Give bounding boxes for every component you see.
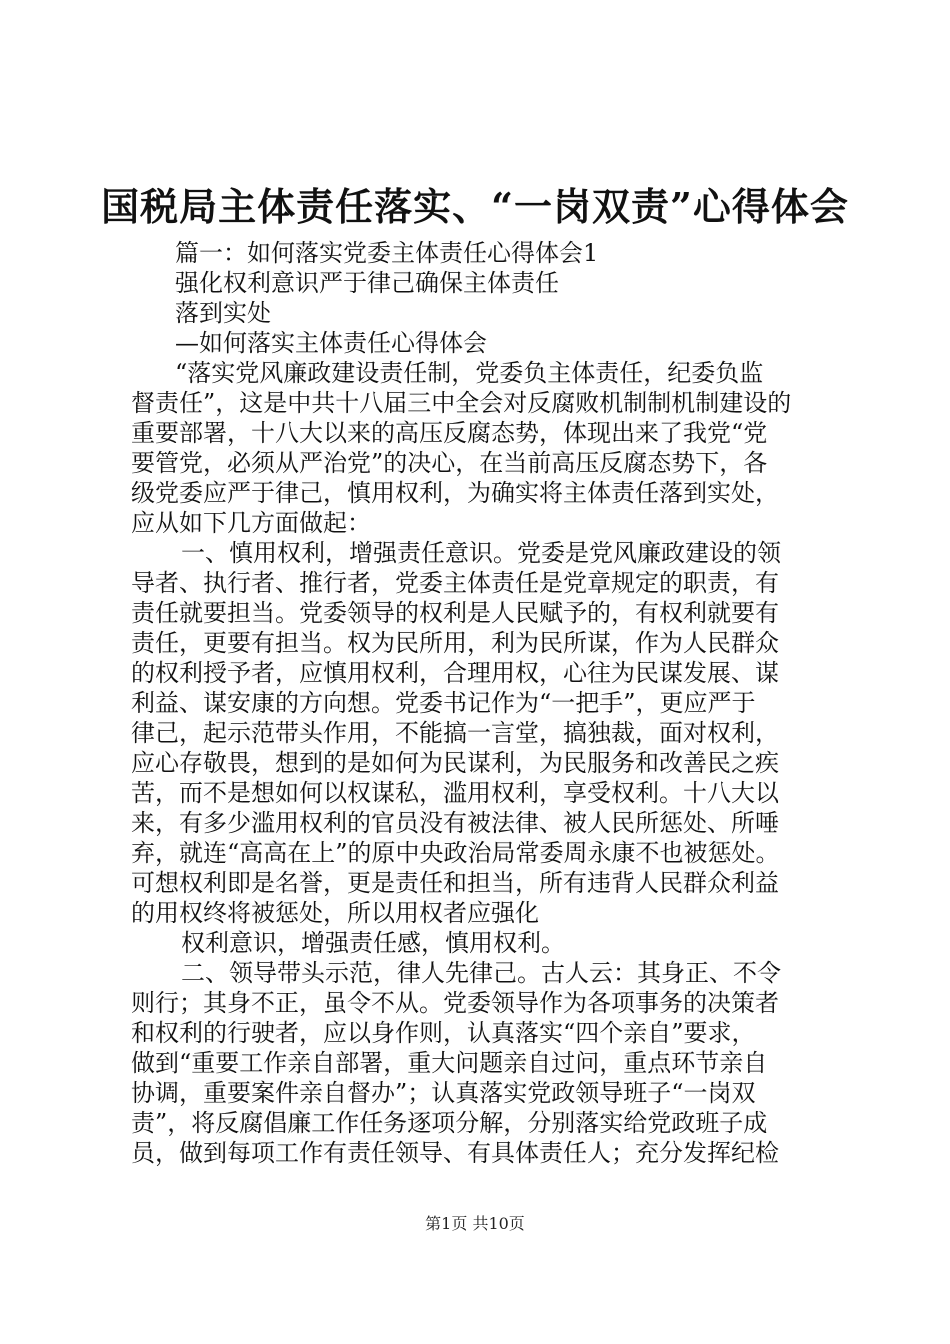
body-line: 强化权利意识严于律己确保主体责任 (175, 269, 559, 297)
body-line: 落到实处 (175, 299, 271, 327)
body-line: 导者、执行者、推行者，党委主体责任是党章规定的职责，有 (131, 569, 779, 597)
body-line: 则行；其身不正，虽令不从。党委领导作为各项事务的决策者 (131, 989, 779, 1017)
body-line: 协调，重要案件亲自督办”；认真落实党政领导班子“一岗双 (131, 1079, 756, 1107)
body-line: 责任，更要有担当。权为民所用，利为民所谋，作为人民群众 (131, 629, 779, 657)
body-line: 一、慎用权利，增强责任意识。党委是党风廉政建设的领 (181, 539, 781, 567)
body-line: 督责任”，这是中共十八届三中全会对反腐败机制制机制建设的 (131, 389, 792, 417)
body-line: 律己，起示范带头作用，不能搞一言堂，搞独裁，面对权利， (131, 719, 779, 747)
body-line: 可想权利即是名誉，更是责任和担当，所有违背人民群众利益 (131, 869, 779, 897)
body-line: 篇一：如何落实党委主体责任心得体会1 (175, 239, 599, 267)
body-line: —如何落实主体责任心得体会 (175, 329, 487, 357)
document-title: 国税局主体责任落实、“一岗双责”心得体会 (101, 184, 849, 229)
body-line: 员，做到每项工作有责任领导、有具体责任人；充分发挥纪检 (131, 1139, 779, 1167)
body-line: 和权利的行驶者，应以身作则，认真落实“四个亲自”要求， (131, 1019, 756, 1047)
body-line: “落实党风廉政建设责任制，党委负主体责任，纪委负监 (175, 359, 764, 387)
body-line: 应心存敬畏，想到的是如何为民谋利，为民服务和改善民之疾 (131, 749, 779, 777)
body-line: 的用权终将被惩处，所以用权者应强化 (131, 899, 539, 927)
body-line: 做到“重要工作亲自部署，重大问题亲自过问，重点环节亲自 (131, 1049, 768, 1077)
body-line: 应从如下几方面做起： (131, 509, 371, 537)
body-line: 重要部署，十八大以来的高压反腐态势，体现出来了我党“党 (131, 419, 768, 447)
body-line: 二、领导带头示范，律人先律己。古人云：其身正、不令 (181, 959, 781, 987)
body-line: 弃，就连“高高在上”的原中央政治局常委周永康不也被惩处。 (131, 839, 780, 867)
body-line: 权利意识，增强责任感，慎用权利。 (181, 929, 565, 957)
body-line: 来，有多少滥用权利的官员没有被法律、被人民所惩处、所唾 (131, 809, 779, 837)
body-line: 级党委应严于律己，慎用权利，为确实将主体责任落到实处， (131, 479, 779, 507)
body-line: 责”，将反腐倡廉工作任务逐项分解，分别落实给党政班子成 (131, 1109, 768, 1137)
page-number-footer: 第1页 共10页 (425, 1214, 525, 1233)
body-line: 要管党，必须从严治党”的决心，在当前高压反腐态势下，各 (131, 449, 768, 477)
body-line: 责任就要担当。党委领导的权利是人民赋予的，有权利就要有 (131, 599, 779, 627)
document-body (131, 238, 831, 1168)
body-line: 利益、谋安康的方向想。党委书记作为“一把手”，更应严于 (131, 689, 756, 717)
body-line: 苦，而不是想如何以权谋私，滥用权利，享受权利。十八大以 (131, 779, 779, 807)
body-line: 的权利授予者，应慎用权利，合理用权，心往为民谋发展、谋 (131, 659, 779, 687)
